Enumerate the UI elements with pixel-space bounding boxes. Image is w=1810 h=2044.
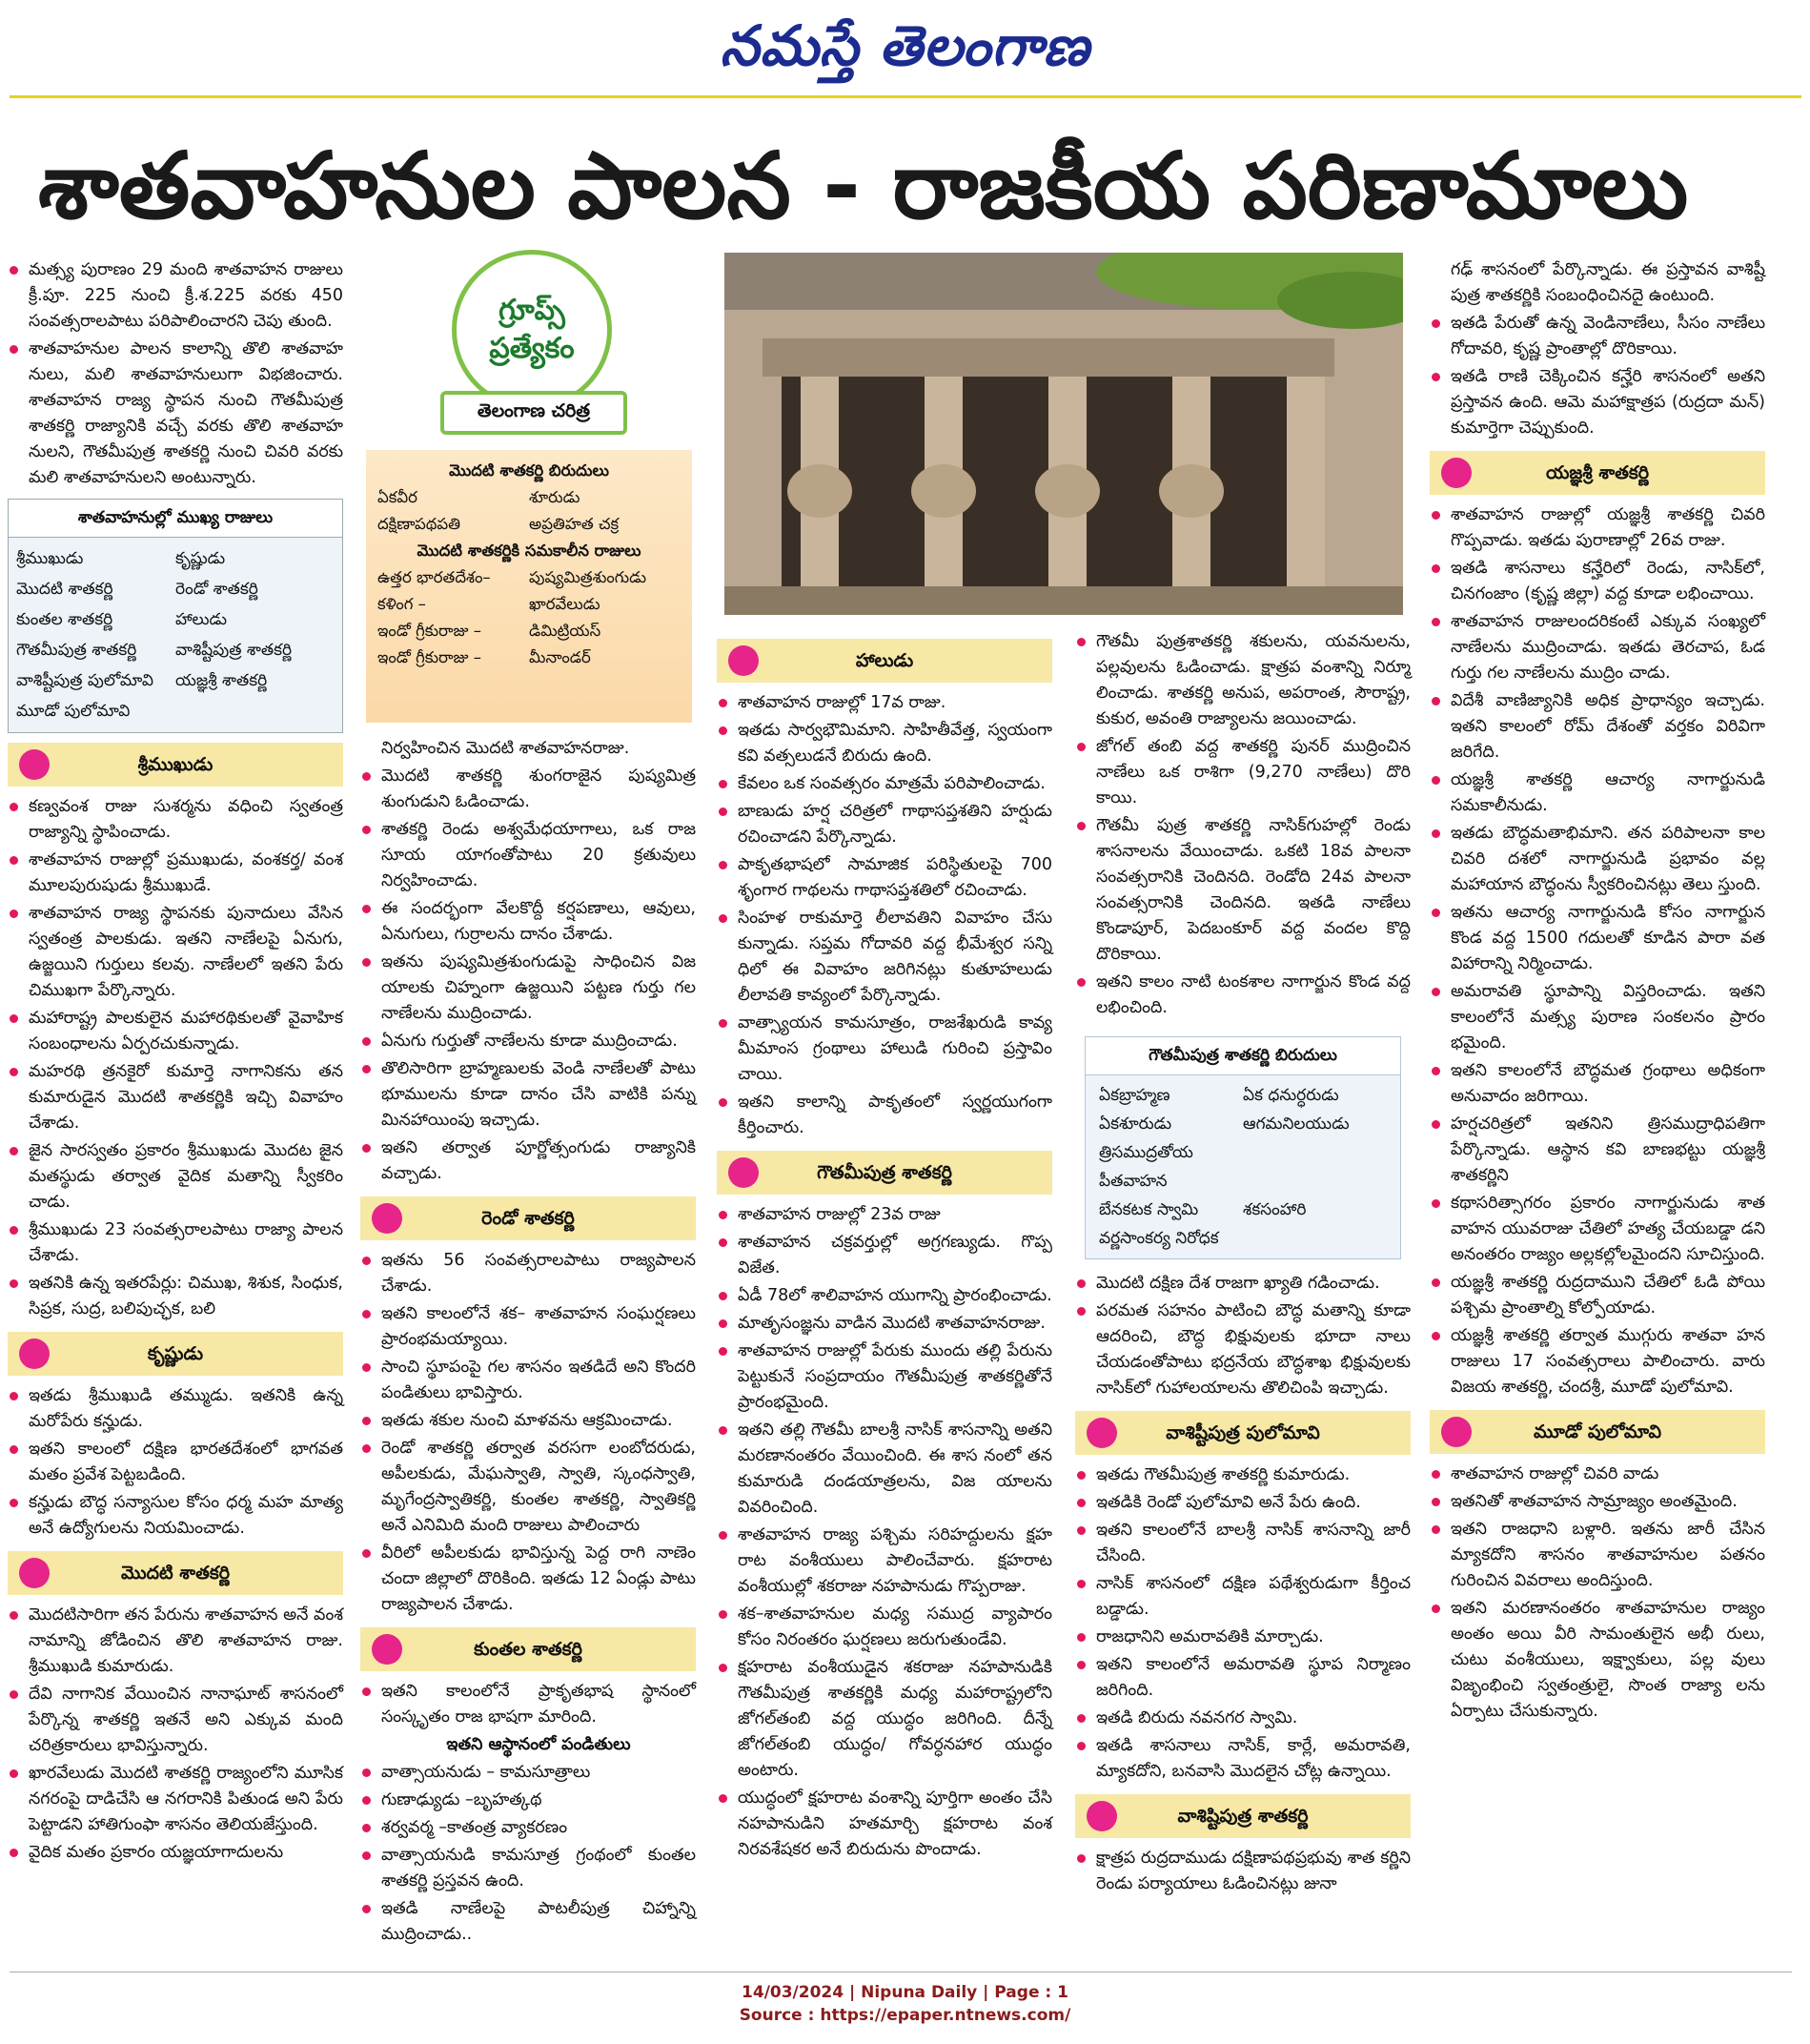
paragraph: శాతవాహన రాజులందరికంటే ఎక్కువ సంఖ్యలో నాణేలను ముద్రించాడు. ఇతడు తెరచాప, ఓడ గుర్తు గల నాణేలను ముద్రిం చాడు. — [1430, 609, 1765, 686]
cave-illustration — [724, 253, 1403, 615]
paragraph: వైదిక మతం ప్రకారం యజ్ఞయాగాదులను — [8, 1840, 343, 1866]
paragraph: సింహళ రాకుమార్తె లీలావతిని వివాహం చేసు కున్నాడు. సప్తమ గోదావరి వద్ద భీమేశ్వర సన్ని ధిలో ఈ వివాహం జరిగినట్లు కుతూహలుడు లీలావతి కావ్యంలో పేర్కొన్నాడు. — [717, 906, 1052, 1009]
paragraph: అమరావతి స్థూపాన్ని విస్తరించాడు. ఇతని కాలంలోనే మత్స్య పురాణ సంకలనం ప్రారం భమైంది. — [1430, 979, 1765, 1056]
paragraph: రెండో శాతకర్ణి తర్వాత వరసగా లంబోదరుడు, అపీలకుడు, మేఘస్వాతి, స్వాతి, స్కంధస్వాతి, మృగేంద్రస్వాతికర్ణి, కుంతల శాతకర్ణి, స్వాతికర్ణి అనే ఎనిమిది మంది రాజులు పాలించారు — [360, 1436, 696, 1539]
section-heading — [8, 743, 343, 787]
box-title: గౌతమీపుత్ర శాతకర్ణి బిరుదులు — [1086, 1037, 1400, 1075]
section-title: రెండో శాతకర్ణి — [481, 1207, 575, 1229]
page-headline: శాతవాహనుల పాలన - రాజకీయ పరిణామాలు — [38, 133, 1689, 239]
king-name: కుంతల శాతకర్ణి — [16, 610, 113, 629]
paragraph: జోగల్ తంబి వద్ద శాతకర్ణి పునర్ ముద్రించిన నాణేలు ఒక రాశిగా (9,270 నాణేలు) దొరి కాయి. — [1075, 734, 1411, 811]
title-item: ఏక ధనుర్ధరుడు — [1243, 1086, 1339, 1105]
paragraph: దేవి నాగానిక వేయించిన నానాఘాట్ శాసనంలో పేర్కొన్న శాతకర్ణి ఇతనే అని ఎక్కువ మంది చరిత్రకారులు భావిస్తున్నారు. — [8, 1682, 343, 1759]
paragraph: నిర్వహించిన మొదటి శాతవాహనరాజు. — [381, 739, 630, 758]
paragraph: ఇతడి నాణేలపై పాటలీపుత్ర చిహ్నాన్ని ముద్రించాడు.. — [360, 1896, 696, 1948]
paragraph: ఇతని కాలాన్ని పాకృతంలో స్వర్ణయుగంగా కీర్తించారు. — [717, 1090, 1052, 1141]
section-heading — [717, 1151, 1052, 1195]
section-title: యజ్ఞశ్రీ శాతకర్ణి — [1545, 461, 1650, 483]
paragraph: ఏనుగు గుర్తుతో నాణేలను కూడా ముద్రించాడు. — [360, 1029, 696, 1054]
footer-date-line: 14/03/2024 | Nipuna Daily | Page : 1 — [742, 1983, 1068, 2002]
masthead-rule — [10, 95, 1801, 98]
section-heading — [1430, 451, 1765, 495]
section-heading — [717, 639, 1052, 683]
paragraph: శాతవాహన రాజ్య పశ్చిమ సరిహద్దులను క్షహ రాట వంశీయులు పాలించేవారు. క్షహరాట వంశీయుల్లో శకరాజు నహపానుడు గొప్పరాజు. — [717, 1523, 1052, 1600]
bullet-icon — [372, 1634, 402, 1665]
paragraph: ఇతని కాలంలోనే శక– శాతవాహన సంఘర్షణలు ప్రారంభమయ్యాయి. — [360, 1301, 696, 1353]
section-title: కృష్ణుడు — [147, 1342, 204, 1364]
paragraph: కణ్వవంశ రాజు సుశర్మను వధించి స్వతంత్ర రాజ్యాన్ని స్థాపించాడు. — [8, 794, 343, 846]
paragraph: శక–శాతవాహనుల మధ్య సముద్ర వ్యాపారం కోసం నిరంతరం ఘర్షణలు జరుగుతుండేవి. — [717, 1602, 1052, 1653]
column-2 — [360, 736, 696, 1950]
region: ఇండో గ్రీకురాజు – — [377, 622, 481, 640]
title-item: బేనకటక స్వామి — [1099, 1200, 1199, 1219]
page-footer — [0, 1981, 1810, 2027]
king-name: శ్రీముఖుడు — [16, 549, 84, 568]
paragraph: విదేశీ వాణిజ్యానికి అధిక ప్రాధాన్యం ఇచ్చాడు. ఇతని కాలంలో రోమ్ దేశంతో వర్తకం విరివిగా జరిగేది. — [1430, 688, 1765, 766]
section-heading — [360, 1196, 696, 1240]
region: కళింగ – — [377, 595, 426, 613]
paragraph: గౌతమీ పుత్రశాతకర్ణి శకులను, యవనులను, పల్లవులను ఓడించాడు. క్షాత్రప వంశాన్ని నిర్మూ లించాడు. శాతకర్ణి అనుప, అపరాంత, సౌరాష్ట్ర, కుకుర, అవంతి రాజ్యాలను జయించాడు. — [1075, 629, 1411, 732]
groups-special-badge — [440, 250, 631, 437]
section-title: శ్రీముఖుడు — [137, 753, 214, 775]
king-name: మొదటి శాతకర్ణి — [16, 580, 113, 599]
paragraph: మహారాష్ట్ర పాలకులైన మహారథికులతో వైవాహిక సంబంధాలను ఏర్పరచుకున్నాడు. — [8, 1006, 343, 1057]
bullet-icon — [1087, 1801, 1117, 1831]
bullet-icon — [19, 1558, 50, 1588]
region: ఇండో గ్రీకురాజు – — [377, 648, 481, 666]
paragraph: శాతవాహన రాజుల్లో యజ్ఞశ్రీ శాతకర్ణి చివరి గొప్పవాడు. ఇతడు పురాణాల్లో 26వ రాజు. — [1430, 502, 1765, 554]
section-title: హాలుడు — [855, 649, 914, 671]
paragraph: ఇతడు బౌద్ధమతాభిమాని. తన పరిపాలనా కాల చివరి దశలో నాగార్జునుడి ప్రభావం వల్ల మహాయాన బౌద్ధంను స్వీకరించినట్లు తెలు స్తుంది. — [1430, 821, 1765, 898]
bullet-icon — [728, 645, 759, 676]
cave-temple-photo — [724, 253, 1403, 615]
badge-circle — [452, 250, 612, 410]
paragraph: ఇతని కాలంలోనే బాలశ్రీ నాసిక్ శాసనాన్ని జారీ చేసింది. — [1075, 1518, 1411, 1569]
paragraph: వీరిలో అపీలకుడు భావిస్తున్న పెద్ద రాగి నాణెం చందా జిల్లాలో దొరికింది. ఇతడు 12 ఏండ్లు పాటు రాజ్యపాలన చేశాడు. — [360, 1541, 696, 1618]
column-1 — [8, 257, 343, 1868]
paragraph: ఏడీ 78లో శాలివాహన యుగాన్ని ప్రారంభించాడు. — [717, 1283, 1052, 1309]
section-title: గౌతమీపుత్ర శాతకర్ణి — [817, 1161, 952, 1183]
title-item — [1243, 1138, 1387, 1196]
paragraph: యుద్ధంలో క్షహరాట వంశాన్ని పూర్తిగా అంతం చేసి నహపానుడిని హతమార్చి క్షహరాట వంశ నిరవశేషకర అనే బిరుదును పొందాడు. — [717, 1786, 1052, 1863]
king-name: గౌతమీపుత్ర శాతకర్ణి — [16, 641, 137, 660]
bullet-icon — [19, 1339, 50, 1369]
title-item: త్రిసముద్రతోయ పీతవాహన — [1099, 1143, 1193, 1191]
paragraph: పరమత సహనం పాటించి బౌద్ధ మతాన్ని కూడా ఆదరించి, బౌద్ధ భిక్షువులకు భూదా నాలు చేయడంతోపాటు భద్రనేయ బౌద్ధశాఖ భిక్షువులకు నాసిక్‌లో గుహాలయాలను తొలిచింపి ఇచ్చాడు. — [1075, 1298, 1411, 1401]
paragraph: యజ్ఞశ్రీ శాతకర్ణి తర్వాత ముగ్గురు శాతవా హన రాజులు 17 సంవత్సరాలు పాలించారు. వారు విజయ శాతకర్ణి, చందశ్రీ, మూడో పులోమావి. — [1430, 1323, 1765, 1400]
masthead — [0, 0, 1810, 95]
paragraph: ఈ సందర్భంగా వేలకొద్దీ కర్షపణాలు, ఆవులు, ఏనుగులు, గుర్రాలను దానం చేశాడు. — [360, 896, 696, 948]
first-satakarni-titles-box — [366, 450, 692, 723]
paragraph: ఇతడి పేరుతో ఉన్న వెండినాణేలు, సీసం నాణేలు గోదావరి, కృష్ణ ప్రాంతాల్లో దొరికాయి. — [1430, 311, 1765, 362]
section-heading — [1430, 1410, 1765, 1454]
newspaper-logo: నమస్తే తెలంగాణ — [720, 13, 1090, 78]
title-item: ఆగమనిలయుడు — [1243, 1114, 1350, 1134]
paragraph: ఇతను పుష్యమిత్రశుంగుడుపై సాధించిన విజ యాలకు చిహ్నంగా ఉజ్జయిని పట్టణ గుర్తు గల నాణేలను ముద్రించాడు. — [360, 950, 696, 1027]
paragraph: ఇతని కాలంలోనే బౌద్ధమత గ్రంథాలు అధికంగా అనువాదం జరిగాయి. — [1430, 1058, 1765, 1110]
paragraph: శాతవాహన రాజుల్లో ప్రముఖుడు, వంశకర్త/ వంశ మూలపురుషుడు శ్రీముఖుడే. — [8, 848, 343, 899]
badge-line: గ్రూప్స్ — [498, 294, 565, 327]
king-name: వాశిష్టీపుత్ర పులోమావి — [16, 671, 153, 690]
paragraph: వాత్సాయనుడి కామసూత్ర గ్రంథంలో కుంతల శాతకర్ణి ప్రస్తవన ఉంది. — [360, 1843, 696, 1894]
paragraph: ఇతడి శాసనాలు నాసిక్, కార్లే, అమరావతి, మ్యాకదోని, బనవాసి మొదలైన చోట్ల ఉన్నాయి. — [1075, 1733, 1411, 1785]
paragraph: కేవలం ఒక సంవత్సరం మాత్రమే పరిపాలించాడు. — [717, 771, 1052, 797]
paragraph: ఇతని తల్లి గౌతమీ బాలశ్రీ నాసిక్ శాసనాన్ని అతని మరణానంతరం వేయించింది. ఈ శాస నంలో తన కుమారుడి దండయాత్రలను, విజ యాలను వివరించింది. — [717, 1418, 1052, 1521]
paragraph: కన్హుడు బౌద్ధ సన్యాసుల కోసం ధర్మ మహ మాత్య అనే ఉద్యోగులను నియమించాడు. — [8, 1490, 343, 1542]
section-heading — [1075, 1411, 1411, 1455]
title-item: అప్రతిహత చక్ర — [529, 515, 620, 533]
king-name: యజ్ఞశ్రీ శాతకర్ణి — [175, 671, 268, 690]
section-heading — [8, 1551, 343, 1595]
paragraph: క్షాత్రప రుద్రదాముడు దక్షిణాపథప్రభువు శాత కర్ణిని రెండు పర్యాయాలు ఓడించినట్లు జునా — [1075, 1846, 1411, 1897]
section-title: వాశిష్టిపుత్ర శాతకర్ణి — [1177, 1805, 1309, 1827]
bullet-icon — [372, 1203, 402, 1234]
paragraph: వాత్స్యాయన కామసూత్రం, రాజశేఖరుడి కావ్య మీమాంస గ్రంథాలు హాలుడి గురించి ప్రస్తావిం చాయి. — [717, 1011, 1052, 1088]
paragraph: మొదటిసారిగా తన పేరును శాతవాహన అనే వంశ నామాన్ని జోడించిన తొలి శాతవాహన రాజు. శ్రీముఖుడి కుమారుడు. — [8, 1603, 343, 1680]
paragraph: శాతవాహన రాజుల్లో చివరి వాడు — [1430, 1461, 1765, 1487]
king: మీనాండర్ — [529, 648, 591, 666]
paragraph: ఇతని రాజధాని బళ్లారి. ఇతను జారీ చేసిన మ్యాకదోని శాసనం శాతవాహనుల పతనం గురించిన వివరాలు అందిస్తుంది. — [1430, 1517, 1765, 1594]
paragraph: తొలిసారిగా బ్రాహ్మణులకు వెండి నాణేలతో పాటు భూములను కూడా దానం చేసి వాటికి పన్ను మినహాయింపు ఇచ్చాడు. — [360, 1056, 696, 1134]
column-3 — [717, 629, 1052, 1865]
king: డిమిట్రియస్ — [529, 622, 601, 640]
paragraph: ఇతని కాలంలో దక్షిణ భారతదేశంలో భాగవత మతం ప్రవేశ పెట్టబడింది. — [8, 1437, 343, 1488]
paragraph: గఢ్ శాసనంలో పేర్కొన్నాడు. ఈ ప్రస్తావన వాశిష్టీ పుత్ర శాతకర్ణికి సంబంధించినదై ఉంటుంది. — [1451, 260, 1765, 305]
section-heading — [360, 1627, 696, 1671]
paragraph: హర్షచరిత్రలో ఇతనిని త్రిసముద్రాధిపతిగా పేర్కొన్నాడు. ఆస్థాన కవి బాణభట్టు యజ్ఞశ్రీ శాతకర్ణిని — [1430, 1112, 1765, 1189]
paragraph: మహరథి త్రనకైరో కుమార్తె నాగానికను తన కుమారుడైన మొదటి శాతకర్ణికి ఇచ్చి వివాహం చేశాడు. — [8, 1059, 343, 1136]
region: ఉత్తర భారతదేశం– — [377, 568, 491, 586]
paragraph: శాతకర్ణి రెండు అశ్వమేధయాగాలు, ఒక రాజ సూయ యాగంతోపాటు 20 క్రతువులు నిర్వహించాడు. — [360, 817, 696, 894]
paragraph: ఇతని కాలంలోనే ప్రాకృతభాష స్థానంలో సంస్కృతం రాజ భాషగా మారింది. — [360, 1679, 696, 1730]
paragraph: రాజధానిని అమరావతికి మార్చాడు. — [1075, 1625, 1411, 1650]
title-item: ఏకవీర — [377, 488, 417, 506]
footer-source-link[interactable]: Source : https://epaper.ntnews.com/ — [739, 2006, 1071, 2025]
title-item: శూరుడు — [529, 488, 580, 506]
king-name: కృష్ణుడు — [175, 549, 226, 568]
paragraph: ఇతని కాలంలోనే అమరావతి స్థూప నిర్మాణం జరిగింది. — [1075, 1652, 1411, 1704]
paragraph: ఇతడు సార్వభౌమిమాని. సాహితీవేత్త, స్వయంగా కవి వత్సలుడనే బిరుదు ఉంది. — [717, 718, 1052, 769]
paragraph: ఇతనికి ఉన్న ఇతరపేర్లు: చిముఖ, శిశుక, సింధుక, సిప్రక, సుద్ర, బలిపుచ్ఛక, బలి — [8, 1271, 343, 1322]
bullet-icon — [1441, 1417, 1472, 1447]
section-title: మొదటి శాతకర్ణి — [120, 1562, 231, 1584]
king-name: మూడో పులోమావి — [16, 702, 131, 721]
king-name: హాలుడు — [175, 610, 227, 629]
paragraph: శాతవాహన రాజ్య స్థాపనకు పునాదులు వేసిన స్వతంత్ర పాలకుడు. ఇతని నాణేలపై ఏనుగు, ఉజ్జయిని గుర్తులు కలవు. నాణేలలో ఇతని పేరు చిముఖగా పేర్కొన్నారు. — [8, 901, 343, 1004]
box-title: శాతవాహనుల్లో ముఖ్య రాజులు — [9, 500, 342, 538]
paragraph: శర్వవర్మ –కాతంత్ర వ్యాకరణం — [360, 1815, 696, 1841]
bullet-icon — [19, 749, 50, 780]
paragraph: నాసిక్ శాసనంలో దక్షిణ పథేశ్వరుడుగా కీర్తించ బడ్డాడు. — [1075, 1571, 1411, 1623]
paragraph: శాతవాహన రాజుల్లో పేరుకు ముందు తల్లి పేరును పెట్టుకునే సంప్రదాయం గౌతమీపుత్ర శాతకర్ణితోనే ప్రారంభమైంది. — [717, 1339, 1052, 1416]
badge-tag: తెలంగాణ చరిత్ర — [440, 391, 627, 435]
title-item: శకసంహారి — [1243, 1200, 1307, 1219]
paragraph: ఇతడికి రెండో పులోమావి అనే పేరు ఉంది. — [1075, 1490, 1411, 1516]
bullet-icon — [1087, 1418, 1117, 1448]
paragraph: జైన సారస్వతం ప్రకారం శ్రీముఖుడు మొదట జైన మతస్థుడు తర్వాత వైదిక మతాన్ని స్వీకరిం చాడు. — [8, 1138, 343, 1216]
paragraph: బాణుడు హర్ష చరిత్రలో గాథాసప్తశతిని హర్షుడు రచించాడని పేర్కొన్నాడు. — [717, 799, 1052, 850]
paragraph: యజ్ఞశ్రీ శాతకర్ణి ఆచార్య నాగార్జునుడి సమకాలీనుడు. — [1430, 767, 1765, 819]
paragraph: వాత్సాయనుడు – కామసూత్రాలు — [360, 1760, 696, 1786]
paragraph: ఇతడు శ్రీముఖుడి తమ్ముడు. ఇతనికి ఉన్న మరోపేరు కన్హుడు. — [8, 1383, 343, 1435]
paragraph: గుణాఢ్యుడు –బృహత్కథ — [360, 1788, 696, 1813]
gautamiputra-titles-box — [1085, 1036, 1401, 1259]
paragraph: గౌతమీ పుత్ర శాతకర్ణి నాసిక్‌గుహల్లో రెండు శాసనాలను వేయించాడు. ఒకటి 18వ పాలనా సంవత్సరానికి చెందినది. రెండోది 24వ పాలనా సంవత్సరానికి చెందినది. ఇతడి నాణేలు కొండాపూర్, పెదబంకూర్ వద్ద వందల కొద్ది దొరికాయి. — [1075, 813, 1411, 968]
paragraph: శాతవాహన రాజుల్లో 23వ రాజు — [717, 1202, 1052, 1228]
badge-line: ప్రత్యేకం — [489, 332, 575, 365]
bullet-icon — [728, 1157, 759, 1188]
paragraph: ఇతనితో శాతవాహన సామ్రాజ్యం అంతమైంది. — [1430, 1489, 1765, 1515]
section-heading — [8, 1332, 343, 1376]
paragraph: క్షహరాట వంశీయుడైన శకరాజు నహపానుడికి గౌతమీపుత్ర శాతకర్ణికి మధ్య మహారాష్ట్రలోని జోగల్‌తంబి వద్ద యుద్ధం జరిగింది. దీన్నే జోగల్‌తంబి యుద్ధం/ గోవర్ధనహార యుద్ధం అంటారు. — [717, 1655, 1052, 1784]
title-item: వర్ణసాంకర్య నిరోధక — [1099, 1229, 1219, 1248]
section-title: వాశిష్టీపుత్ర పులోమావి — [1166, 1421, 1320, 1443]
paragraph: ఇతని మరణానంతరం శాతవాహనుల రాజ్యం అంతం అయి వీరి సామంతులైన అభీ రులు, చుటు వంశీయులు, ఇక్ష్వాకులు, పల్ల వులు విజృంభించి స్వతంత్రులై, సొంత రాజ్యా లను ఏర్పాటు చేసుకున్నారు. — [1430, 1596, 1765, 1725]
paragraph: ఖారవేలుడు మొదటి శాతకర్ణి రాజ్యంలోని మూసిక నగరంపై దాడిచేసి ఆ నగరానికి పితుండ అని పేరు పెట్టాడని హాతిగుంఫా శాసనం తెలియజేస్తుంది. — [8, 1761, 343, 1838]
paragraph: ఇతను 56 సంవత్సరాలపాటు రాజ్యపాలన చేశాడు. — [360, 1248, 696, 1299]
subheading: ఇతని ఆస్థానంలో పండితులు — [446, 1735, 631, 1754]
paragraph: ఇతను ఆచార్య నాగార్జునుడి కోసం నాగార్జున కొండ వద్ద 1500 గదులతో కూడిన పారా వత విహారాన్ని నిర్మించాడు. — [1430, 900, 1765, 977]
paragraph: శాతవాహన చక్రవర్తుల్లో అగ్రగణ్యుడు. గొప్ప విజేత. — [717, 1230, 1052, 1281]
king-name: రెండో శాతకర్ణి — [175, 580, 258, 599]
paragraph: శ్రీముఖుడు 23 సంవత్సరాలపాటు రాజ్యా పాలన చేశాడు. — [8, 1217, 343, 1269]
paragraph: కథాసరిత్సాగరం ప్రకారం నాగార్జునుడు శాత వాహన యువరాజు చేతిలో హత్య చేయబడ్డా డని అనంతరం రాజ్యం అల్లకల్లోలమైందని సూచిస్తుంది. — [1430, 1191, 1765, 1268]
king-name: వాశిష్టీపుత్ర శాతకర్ణి — [175, 641, 293, 660]
paragraph: శాతవాహన రాజుల్లో 17వ రాజు. — [717, 690, 1052, 716]
column-4 — [1075, 629, 1411, 1899]
section-heading — [1075, 1794, 1411, 1838]
paragraph: పాకృతభాషలో సామాజిక పరిస్థితులపై 700 శృంగార గాథలను గాథాసప్తశతిలో రచించాడు. — [717, 852, 1052, 904]
king: పుష్యమిత్రశుంగుడు — [529, 568, 647, 586]
paragraph: శాతవాహనుల పాలన కాలాన్ని తొలి శాతవాహ నులు, మలి శాతవాహనులుగా విభజించారు. శాతవాహన రాజ్య స్థాపన నుంచి గౌతమీపుత్ర శాతకర్ణి రాజ్యానికి వచ్చే వరకు తొలి శాతవాహ నులని, గౌతమీపుత్ర శాతకర్ణి నుంచి చివరి వరకు మలి శాతవాహనులని అంటున్నారు. — [8, 337, 343, 491]
king: ఖారవేలుడు — [529, 595, 600, 613]
paragraph: మొదటి శాతకర్ణి శుంగరాజైన పుష్యమిత్ర శుంగుడుని ఓడించాడు. — [360, 764, 696, 815]
title-item: దక్షిణాపథపతి — [377, 515, 460, 533]
paragraph: ఇతడి శాసనాలు కన్హేరిలో రెండు, నాసిక్‌లో, చినగంజాం (కృష్ణ జిల్లా) వద్ద కూడా లభించాయి. — [1430, 556, 1765, 607]
box-title: మొదటి శాతకర్ణికి సమకాలీన రాజులు — [417, 542, 641, 560]
paragraph: మత్స్య పురాణం 29 మంది శాతవాహన రాజులు క్రీ.పూ. 225 నుంచి క్రీ.శ.225 వరకు 450 సంవత్సరాలపాటు పరిపాలించారని చెపు తుంది. — [8, 257, 343, 335]
paragraph: ఇతడి రాణి చెక్కించిన కన్హేరి శాసనంలో అతని ప్రస్తావన ఉంది. ఆమె మహాక్షాత్రప (రుద్రదా మన్) కుమార్తెగా చెప్పుకుంది. — [1430, 364, 1765, 441]
section-title: కుంతల శాతకర్ణి — [474, 1638, 582, 1660]
paragraph: ఇతడి బిరుదు నవనగర స్వామి. — [1075, 1706, 1411, 1731]
column-5 — [1430, 257, 1765, 1727]
paragraph: యజ్ఞశ్రీ శాతకర్ణి రుద్రదాముని చేతిలో ఓడి పోయి పశ్చిమ ప్రాంతాల్ని కోల్పోయాడు. — [1430, 1270, 1765, 1321]
title-item: ఏకశూరుడు — [1099, 1114, 1172, 1134]
paragraph: ఇతడు గౌతమీపుత్ర శాతకర్ణి కుమారుడు. — [1075, 1462, 1411, 1488]
paragraph: మాతృసంజ్ఞను వాడిన మొదటి శాతవాహనరాజు. — [717, 1311, 1052, 1337]
paragraph: ఇతని కాలం నాటి టంకశాల నాగార్జున కొండ వద్ద లభించింది. — [1075, 970, 1411, 1021]
section-title: మూడో పులోమావి — [1534, 1421, 1661, 1442]
paragraph: ఇతడు శకుల నుంచి మాళవను ఆక్రమించాడు. — [360, 1408, 696, 1434]
box-title: మొదటి శాతకర్ణి బిరుదులు — [449, 461, 609, 480]
bullet-icon — [1441, 458, 1472, 488]
important-kings-box — [8, 499, 343, 733]
paragraph: ఇతని తర్వాత పూర్ణోత్సంగుడు రాజ్యానికి వచ్చాడు. — [360, 1135, 696, 1187]
title-item: ఏకబ్రాహ్మణ — [1099, 1086, 1170, 1105]
paragraph: సాంచి స్థూపంపై గల శాసనం ఇతడిదే అని కొందరి పండితులు భావిస్తారు. — [360, 1355, 696, 1406]
paragraph: మొదటి దక్షిణ దేశ రాజగా ఖ్యాతి గడించాడు. — [1075, 1271, 1411, 1297]
